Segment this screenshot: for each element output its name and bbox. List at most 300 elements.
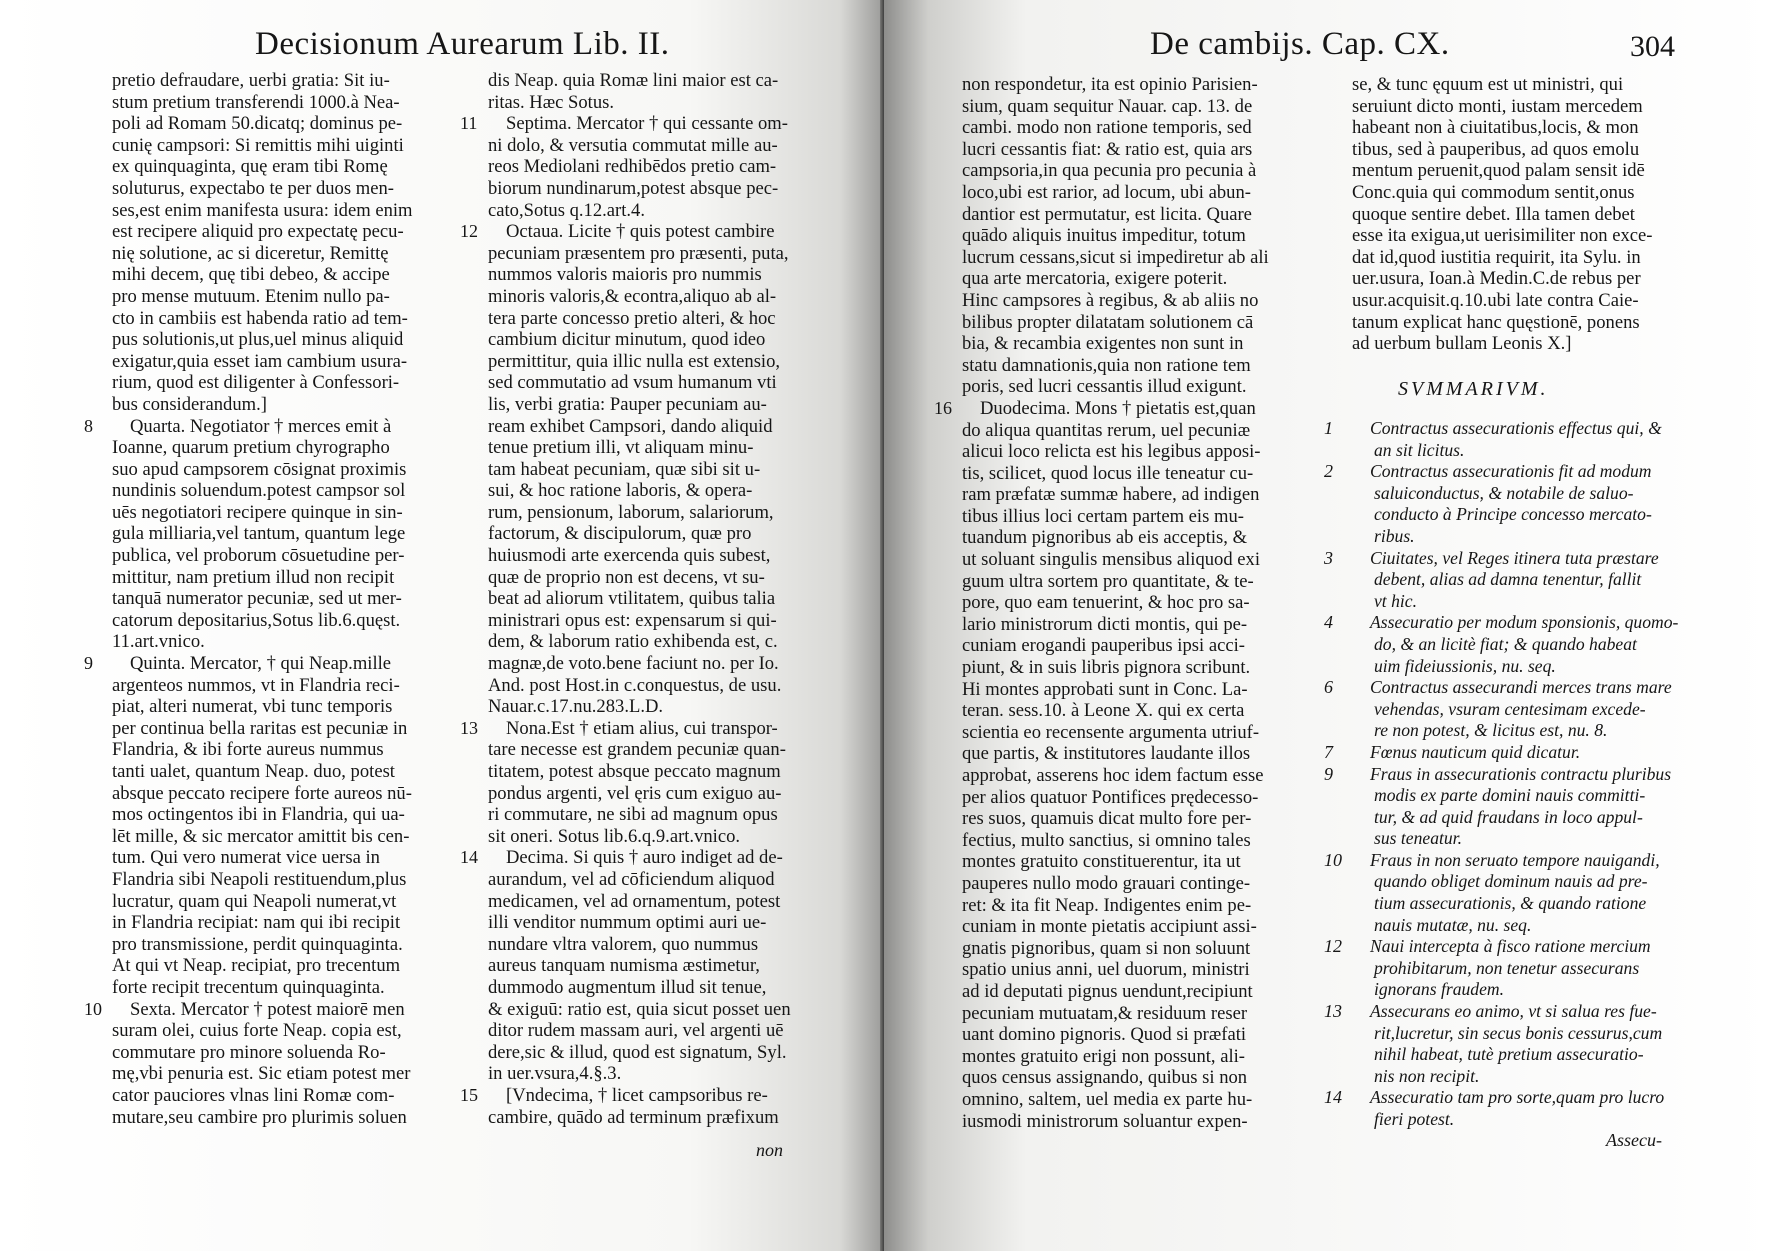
text-line [488,394,848,416]
line-text: Fraus in non seruato tempore nauigandi, [1370,849,1660,870]
line-text: montes gratuito constituerentur, ita ut [962,851,1241,873]
line-text: ram præfatæ summæ habere, ad indigen [962,484,1260,506]
summary-line [1352,720,1702,742]
marginal-number: 4 [1324,612,1333,633]
text-line [84,653,462,675]
line-text: pauperes nullo modo grauari continge- [962,872,1251,894]
text-line [488,1042,848,1064]
summary-line [1324,461,1702,483]
line-text: re non potest, & licitus est, nu. 8. [1374,720,1608,741]
text-line [112,869,462,891]
line-text: mittitur, nam pretium illud non recipit [112,566,395,588]
text-line [962,743,1312,765]
line-text: tenue pretium illi, vt aliquam minu- [488,437,754,459]
line-text: ex quinquaginta, quę eram tibi Romę [112,156,388,178]
summary-line [1352,871,1702,893]
text-line [962,808,1312,830]
line-text: commutare pro minore soluenda Ro- [112,1041,386,1063]
text-line [488,977,848,999]
text-line [488,588,848,610]
line-text: ut soluant singulis mensibus aliquod exi [962,549,1261,571]
line-text: cunię campsori: Si remittis mihi uiginti [112,134,404,156]
line-text: biorum nundinarum,potest absque pec- [488,177,779,199]
text-line [112,243,462,265]
line-text: an sit licitus. [1374,439,1465,460]
marginal-number: 6 [1324,677,1333,698]
line-text: lis, verbi gratia: Pauper pecuniam au- [488,393,767,415]
summary-line [1352,504,1702,526]
line-text: reos Mediolani redhibēdos pretio cam- [488,156,777,178]
marginal-number: 1 [1324,418,1333,438]
text-line [112,783,462,805]
line-text: Nauar.c.17.nu.283.L.D. [488,696,664,718]
text-line [962,290,1312,312]
line-text: cato,Sotus q.12.art.4. [488,199,645,221]
line-text: stum pretium transferendi 1000.à Nea- [112,91,400,113]
text-line: tibus, sed à pauperibus, ad quos emolu [1352,138,1640,160]
text-line [112,351,462,373]
text-line [962,657,1312,679]
line-text: ministrari opus est: expensarum si qui- [488,609,777,631]
text-line [962,851,1312,873]
text-line [962,787,1312,809]
text-line [488,264,848,286]
line-text: fectius, multo sanctius, si omnino tales [962,829,1251,851]
text-line [962,1111,1312,1133]
line-text: cambire, quādo ad terminum præfixum [488,1106,779,1128]
line-text: uim fideiussionis, nu. seq. [1374,655,1556,676]
line-text: omnino, saltem, uel media ex parte hu- [962,1088,1253,1110]
text-line [962,1067,1312,1089]
line-text: cto in cambiis est habenda ratio ad tem- [112,307,408,329]
text-line [962,959,1312,981]
line-text: cuniam erogandi pauperibus ipsi acci- [962,635,1245,657]
text-line [112,1085,462,1107]
text-line [112,480,462,502]
catchword-left: non [756,1140,783,1160]
text-line: se, & tunc ęquum est ut ministri, qui [1352,74,1624,95]
text-line [460,847,848,869]
text-line: tanum explicat hanc quęstionē, ponens [1352,311,1640,333]
line-text: que partis, & institutores laudante illos [962,743,1251,765]
marginal-number: 10 [1324,849,1342,870]
text-line [112,826,462,848]
text-line [488,739,848,761]
line-text: soluturus, expectabo te per duos men- [112,177,394,199]
line-text: cambium dicitur minutum, quod ideo [488,329,766,351]
running-head-left: Decisionum Aurearum Lib. II. [255,26,670,62]
text-line [112,523,462,545]
line-text: sui, & hoc ratione laboris, & opera- [488,480,753,502]
summary-line [1352,915,1702,937]
marginal-number: 3 [1324,547,1333,568]
line-text: titatem, potest absque peccato magnum [488,761,781,782]
line-text: Contractus assecurationis effectus qui, & [1370,418,1662,438]
text-line [112,696,462,718]
line-text: per alios quatuor Pontifices prędecesso- [962,786,1259,808]
line-text: Quarta. Negotiator † merces emit à [130,415,392,437]
line-text: tum. Qui vero numerat vice uersa in [112,847,380,869]
line-text: At qui vt Neap. recipiat, pro trecentum [112,955,401,977]
line-text: mę,vbi penuria est. Sic etiam potest mer [112,1063,411,1085]
line-text: tur, & ad quid fraudans in loco appul- [1374,806,1643,827]
text-line [460,221,848,243]
line-text: Fœnus nauticum quid dicatur. [1370,741,1581,762]
text-line [962,376,1312,398]
line-text: tanquā numerator pecuniæ, sed ut mer- [112,588,402,610]
left-page [0,0,884,1251]
text-line [488,70,848,92]
line-text: uant domino pignoris. Quod si præfati [962,1024,1247,1046]
summary-line [1324,418,1702,440]
text-line [488,135,848,157]
summary-line [1352,958,1702,980]
text-line [488,243,848,265]
text-line [112,567,462,589]
marginal-number: 9 [1324,763,1333,784]
line-text: ignorans fraudem. [1374,979,1505,1000]
line-text: Assecuratio per modum sponsionis, quomo- [1370,612,1679,633]
line-text: approbat, asserens hoc idem factum esse [962,765,1264,786]
line-text: loco,ubi est rarior, ad locum, ubi abun- [962,181,1251,203]
summary-line [1352,807,1702,829]
summary-line [1324,1087,1702,1109]
line-text: dummodo augmentum illud sit tenue, [488,976,767,998]
text-line [112,200,462,222]
line-text: tuandum pignoribus ab eis acceptis, & [962,527,1248,549]
line-text: guum ultra sortem pro quantitate, & te- [962,570,1254,592]
text-line [84,998,462,1021]
text-line [112,437,462,459]
line-text: nię solutione, ac si diceretur, Remittę [112,242,389,264]
line-text: tis, scilicet, quod locus ille teneatur cu- [962,462,1254,484]
line-text: tibus illius loci certam partem eis mu- [962,505,1244,527]
text-line [962,981,1312,1003]
line-text: fieri potest. [1374,1109,1455,1129]
summary-line [1352,785,1702,807]
text-line [112,502,462,524]
line-text: do, & an licitè fiat; & quando habeat [1374,633,1637,654]
line-text: gnatis pignoribus, quam si non soluunt [962,937,1251,959]
text-line [112,675,462,697]
line-text: iusmodi ministrorum soluantur expen- [962,1110,1248,1132]
text-line [112,308,462,330]
line-text: lucrum cessans,sicut si impediretur ab ali [962,246,1269,268]
text-line [488,1107,848,1129]
text-line [112,113,462,135]
line-text: Hinc campsores à regibus, & ab aliis no [962,289,1259,311]
line-text: Hi montes approbati sunt in Conc. La- [962,678,1248,700]
line-text: gula milliaria,vel tantum, quantum lege [112,523,406,545]
marginal-number: 8 [84,415,93,436]
text-line [962,506,1312,528]
text-line [962,1003,1312,1025]
text-line [488,675,848,697]
text-line [962,160,1312,182]
right-page-column-1 [934,74,1312,1132]
line-text: tare necesse est grandem pecuniæ quan- [488,739,786,761]
marginal-number: 10 [84,998,102,1019]
line-text: permittitur, quia illic nulla est extensio, [488,350,781,372]
line-text: And. post Host.in c.conquestus, de usu. [488,674,782,696]
text-line [962,527,1312,549]
line-text: pecuniam præsentem pro præsenti, puta, [488,242,789,264]
text-line: uer.usura, Ioan.à Medin.C.de rebus per [1352,268,1641,290]
text-line [112,718,462,740]
text-line [488,653,848,675]
line-text: dantior est permutatur, est licita. Quare [962,203,1252,225]
text-line [112,739,462,761]
line-text: est recipere aliquid pro expectatę pecu- [112,221,404,243]
summary-line [1352,1044,1702,1066]
line-text: prohibitarum, non tenetur assecurans [1374,957,1640,978]
line-text: non respondetur, ita est opinio Parisien- [962,74,1258,95]
running-head-right: De cambijs. Cap. CX. [1150,26,1450,62]
line-text: lēt mille, & sic mercator amittit bis cen- [112,825,410,847]
text-line [488,308,848,330]
summary-line [1352,440,1702,462]
summary-line [1324,849,1702,872]
marginal-number: 2 [1324,461,1333,482]
text-line [488,869,848,891]
line-text: dem, & laborum ratio exhibenda est, c. [488,631,778,653]
text-line [488,329,848,351]
line-text: cuniam in monte pietatis accipiunt assi- [962,916,1257,938]
text-line [112,955,462,977]
line-text: Octaua. Licite † quis potest cambire [506,221,775,243]
text-line [488,1063,848,1085]
line-text: sium, quam sequitur Nauar. cap. 13. de [962,95,1253,117]
text-line [488,912,848,934]
text-line [112,610,462,632]
text-line [962,441,1312,463]
text-line [488,523,848,545]
line-text: pondus argenti, vel ęris cum exiguo au- [488,782,782,804]
text-line: Conc.quia qui commodum sentit,onus [1352,181,1635,203]
line-text: sus teneatur. [1374,828,1462,849]
line-text: sit oneri. Sotus lib.6.q.9.art.vnico. [488,825,741,847]
line-text: nummos valoris maioris pro nummis [488,264,762,286]
text-line [962,312,1312,334]
text-line: seruiunt dicto monti, iustam mercedem [1352,95,1643,117]
text-line [488,200,848,222]
text-line [962,549,1312,571]
text-line [488,351,848,373]
text-line [488,631,848,653]
text-line [962,614,1312,636]
line-text: Sexta. Mercator † potest maiorē men [130,998,405,1020]
line-text: mos octingentos ibi in Flandria, qui ua- [112,804,405,826]
line-text: ret: & ita fit Neap. Indigentes enim pe- [962,894,1252,916]
text-line [488,545,848,567]
text-line [112,221,462,243]
line-text: poli ad Romam 50.dicatq; dominus pe- [112,113,403,135]
line-text: Contractus assecurationis fit ad modum [1370,461,1652,482]
text-line [112,372,462,394]
line-text: mutare,seu cambire pro plurimis soluen [112,1106,407,1128]
line-text: cator pauciores vlnas lini Romæ com- [112,1084,395,1106]
text-line [962,247,1312,269]
text-line [962,1046,1312,1068]
text-line [488,437,848,459]
text-line [460,113,848,135]
summary-line [1324,677,1702,699]
line-text: ses,est enim manifesta usura: idem enim [112,199,413,221]
line-text: illi venditor nummum optimi auri ue- [488,912,767,934]
folio-number: 304 [1630,30,1675,63]
line-text: pro transmissione, perdit quinquaginta. [112,933,403,955]
line-text: per continua bella raritas est pecuniæ in [112,717,408,739]
line-text: aureus tanquam numisma æstimetur, [488,955,760,977]
line-text: modis ex parte domini nauis committi- [1374,785,1646,806]
summary-line [1324,936,1702,958]
summarium-heading: SVMMARIVM. [1398,378,1549,400]
line-text: nundinis soluendum.potest campsor sol [112,480,406,502]
text-line [488,610,848,632]
text-line [112,70,462,92]
text-line [112,912,462,934]
text-line [962,916,1312,938]
summary-line [1352,699,1702,721]
text-line [488,761,848,783]
line-text: spatio unius anni, uel duorum, ministri [962,959,1250,981]
marginal-number: 9 [84,653,93,674]
marginal-number: 14 [1324,1087,1342,1108]
text-line [488,804,848,826]
text-line: ad uerbum bullam Leonis X.] [1352,333,1572,355]
text-line [488,459,848,481]
line-text: cambi. modo non ratione temporis, sed [962,117,1252,139]
line-text: & exiguū: ratio est, quia sicut posset uen [488,998,791,1020]
text-line [488,502,848,524]
text-line [112,135,462,157]
line-text: Decima. Si quis † auro indiget ad de- [506,847,783,869]
text-line [112,459,462,481]
text-line [112,264,462,286]
line-text: absque peccato recipere forte aureos nū- [112,782,412,804]
text-line: mentum peruenit,quod palam sensit idē [1352,160,1645,182]
line-text: campsoria,in qua pecunia pro pecunia à [962,160,1257,182]
text-line: usur.acquisit.q.10.ubi late contra Caie- [1352,289,1639,311]
line-text: Nona.Est † etiam alius, cui transpor- [506,717,778,739]
marginal-number: 11 [460,113,478,134]
line-text: Septima. Mercator † qui cessante om- [506,113,788,135]
text-line [962,225,1312,247]
text-line [962,355,1312,377]
line-text: Duodecima. Mons † pietatis est,quan [980,397,1256,419]
line-text: Contractus assecurandi merces trans mare [1370,677,1672,698]
text-line [488,286,848,308]
line-text: ribus. [1374,525,1415,546]
line-text: pecuniam mutuatam,& residuum reser [962,1002,1248,1024]
text-line [112,545,462,567]
text-line [488,934,848,956]
text-line [112,1020,462,1042]
line-text: nundare vltra valorem, quo nummus [488,933,759,955]
text-line [112,286,462,308]
text-line [84,415,462,438]
line-text: piat, alteri numerat, vbi tunc temporis [112,696,393,718]
line-text: lucratur, quam qui Neapoli numerat,vt [112,890,397,912]
text-line [962,722,1312,744]
text-line [962,895,1312,917]
line-text: piunt, & in suis libris pignora scribunt. [962,657,1251,679]
text-line [962,484,1312,506]
line-text: bus considerandum.] [112,393,267,415]
line-text: rit,lucretur, sin secus bonis cessurus,cum [1374,1022,1663,1043]
line-text: Assecurans eo animo, vt si salua res fue- [1370,1001,1657,1022]
line-text: debent, alias ad damna tenentur, fallit [1374,569,1642,590]
line-text: suo apud campsorem cōsignat proximis [112,458,407,480]
line-text: uēs negotiatori recipere quinque in sin- [112,501,403,523]
text-line: habeant non à ciuitatibus,locis, & mon [1352,117,1639,139]
line-text: sed commutatio ad vsum humanum vti [488,372,777,394]
line-text: ni dolo, & versutia commutat mille au- [488,134,778,156]
line-text: conducto à Principe concesso mercato- [1374,504,1652,525]
summary-line [1352,1023,1702,1045]
text-line [962,96,1312,118]
text-line [962,139,1312,161]
text-line [962,1024,1312,1046]
marginal-number: 16 [934,397,952,418]
line-text: aurandum, vel ad cōficiendum aliquod [488,868,775,890]
text-line [112,631,462,653]
summary-line [1324,612,1702,634]
line-text: nis non recipit. [1374,1065,1480,1086]
text-line [962,679,1312,701]
line-text: pretio defraudare, uerbi gratia: Sit iu- [112,70,390,91]
text-line [488,955,848,977]
line-text: tam habeat pecuniam, quæ sibi sit u- [488,458,761,480]
text-line [962,268,1312,290]
summary-line [1352,1066,1702,1088]
text-line [962,635,1312,657]
summary-line [1352,979,1702,1001]
text-line [488,480,848,502]
text-line [962,333,1312,355]
line-text: tium assecurationis, & quando ratione [1374,893,1647,914]
line-text: quæ de proprio non est decens, vt su- [488,566,765,588]
line-text: suram olei, cuius forte Neap. copia est, [112,1020,402,1042]
summary-line [1352,893,1702,915]
line-text: bilibus propter dilatatam solutionem cā [962,311,1254,333]
text-line [488,696,848,718]
text-line [112,1063,462,1085]
text-line [112,761,462,783]
line-text: poris, sed lucri cessantis illud exigunt. [962,376,1247,398]
text-line: dat id,quod iustitia requirit, ita Sylu. in [1352,246,1641,268]
line-text: forte recipit trecentum quinquaginta. [112,976,385,998]
summary-line [1352,634,1702,656]
text-line [488,826,848,848]
summary-line [1352,656,1702,678]
line-text: beat ad aliorum vtilitatem, quibus talia [488,588,776,610]
text-line [112,1107,462,1129]
line-text: rum, pensionum, laborum, salariorum, [488,501,774,523]
summary-line [1324,1001,1702,1023]
text-line [962,74,1312,96]
line-text: catorum depositarius,Sotus lib.6.quęst. [112,609,401,631]
line-text: nihil habeat, tutè pretium assecuratio- [1374,1044,1644,1065]
line-text: nauis mutatæ, nu. seq. [1374,914,1532,935]
summarium-list [1324,418,1702,1131]
line-text: publica, vel proborum cōsuetudine per- [112,545,405,567]
marginal-number: 14 [460,847,478,868]
line-text: lucri cessantis fiat: & ratio est, quia ars [962,138,1253,160]
text-line [962,463,1312,485]
line-text: mihi decem, quę tibi debeo, & accipe [112,264,390,286]
line-text: vehendas, vsuram centesimam excede- [1374,698,1646,719]
